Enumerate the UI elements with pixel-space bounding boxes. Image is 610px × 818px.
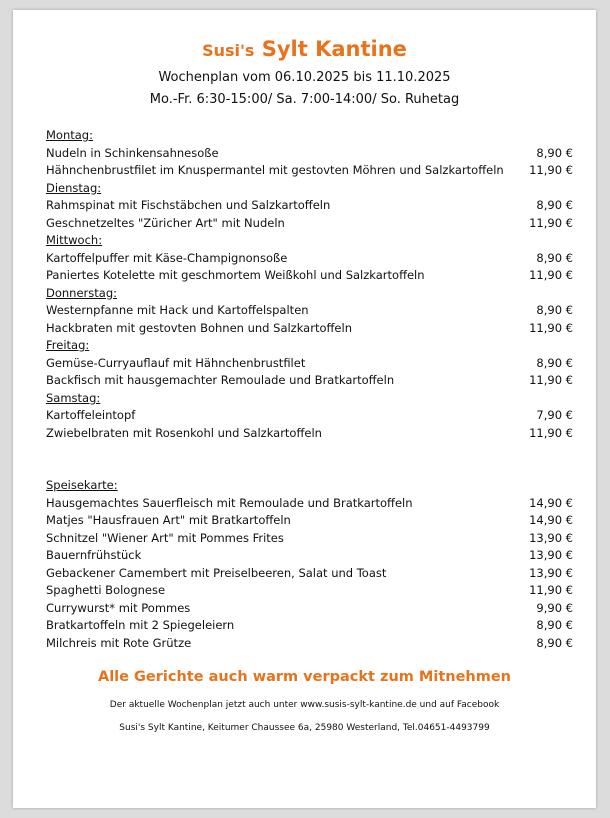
dish-price: 7,90 € <box>536 408 573 422</box>
dish-name: Hähnchenbrustfilet im Knuspermantel mit gestovten Möhren und Salzkartoffeln <box>46 163 504 177</box>
dish-name: Westernpfanne mit Hack und Kartoffelspalten <box>46 303 309 317</box>
dish-name: Geschnetzeltes "Züricher Art" mit Nudeln <box>46 215 285 230</box>
day-heading: Samstag: <box>46 390 101 405</box>
dish-name: Currywurst* mit Pommes <box>46 600 191 615</box>
dish-name: Zwiebelbraten mit Rosenkohl und Salzkartoffeln <box>46 425 322 440</box>
day-section-montag <box>46 127 573 180</box>
dish-price: 11,90 € <box>529 268 573 282</box>
menu-item <box>46 530 573 548</box>
dish-price: 13,90 € <box>529 548 573 562</box>
menu-item <box>46 582 573 600</box>
menu-item <box>46 635 573 653</box>
day-section-samstag <box>46 390 573 443</box>
spacer <box>46 460 573 478</box>
day-heading: Dienstag: <box>46 180 102 195</box>
menu-item <box>46 407 573 425</box>
dish-price: 13,90 € <box>529 565 573 580</box>
dish-name: Kartoffeleintopf <box>46 408 136 422</box>
dish-price: 8,90 € <box>536 355 573 370</box>
dish-price: 11,90 € <box>529 215 573 230</box>
opening-hours: Mo.-Fr. 6:30-15:00/ Sa. 7:00-14:00/ So. Ruhetag <box>149 92 460 107</box>
spacer <box>46 442 573 460</box>
day-heading: Donnerstag: <box>46 285 117 300</box>
menu-item <box>46 372 573 390</box>
dish-price: 14,90 € <box>529 513 573 527</box>
dish-name: Nudeln in Schinkensahnesoße <box>46 145 219 160</box>
dish-name: Matjes "Hausfrauen Art" mit Bratkartoffeln <box>46 513 291 527</box>
menu-item <box>46 512 573 530</box>
dish-price: 9,90 € <box>536 600 573 615</box>
dish-price: 11,90 € <box>529 320 573 335</box>
menu-item <box>46 162 573 180</box>
menu-item <box>46 565 573 583</box>
menu-item <box>46 145 573 163</box>
dish-price: 14,90 € <box>529 495 573 510</box>
dish-name: Bratkartoffeln mit 2 Spiegeleiern <box>46 618 235 632</box>
menu-item <box>46 302 573 320</box>
dish-name: Paniertes Kotelette mit geschmortem Weißkohl und Salzkartoffeln <box>46 268 425 282</box>
menu-item <box>46 267 573 285</box>
brand-small: Susi's <box>202 41 255 60</box>
dish-price: 8,90 € <box>536 618 573 632</box>
day-section-donnerstag <box>46 285 573 338</box>
menu-page <box>13 10 596 808</box>
menu-item <box>46 355 573 373</box>
dish-price: 8,90 € <box>536 303 573 317</box>
speisekarte-heading: Speisekarte: <box>46 478 118 492</box>
day-heading: Freitag: <box>46 338 90 352</box>
dish-name: Gebackener Camembert mit Preiselbeeren, Salat und Toast <box>46 565 387 580</box>
menu-item <box>46 320 573 338</box>
dish-name: Milchreis mit Rote Grütze <box>46 635 192 650</box>
dish-name: Gemüse-Curryauflauf mit Hähnchenbrustfilet <box>46 355 306 370</box>
menu-item <box>46 215 573 233</box>
dish-price: 11,90 € <box>529 583 573 597</box>
day-section-mittwoch <box>46 232 573 285</box>
speisekarte-section <box>46 477 573 652</box>
dish-price: 11,90 € <box>529 373 573 387</box>
dish-price: 8,90 € <box>536 145 573 160</box>
brand-title <box>13 37 596 61</box>
dish-name: Hausgemachtes Sauerfleisch mit Remoulade und Bratkartoffeln <box>46 495 413 510</box>
dish-name: Rahmspinat mit Fischstäbchen und Salzkartoffeln <box>46 198 331 212</box>
day-heading: Mittwoch: <box>46 233 103 247</box>
dish-name: Kartoffelpuffer mit Käse-Champignonsoße <box>46 250 288 265</box>
dish-name: Spaghetti Bolognese <box>46 583 166 597</box>
dish-name: Hackbraten mit gestovten Bohnen und Salzkartoffeln <box>46 320 352 335</box>
menu-item <box>46 425 573 443</box>
day-section-dienstag <box>46 180 573 233</box>
week-plan-dates: Wochenplan vom 06.10.2025 bis 11.10.2025 <box>158 70 451 85</box>
dish-price: 8,90 € <box>536 250 573 265</box>
dish-price: 11,90 € <box>529 425 573 440</box>
dish-name: Backfisch mit hausgemachter Remoulade und Bratkartoffeln <box>46 373 395 387</box>
dish-price: 8,90 € <box>536 198 573 212</box>
brand-large: Sylt Kantine <box>261 37 407 61</box>
menu-list <box>46 127 573 652</box>
menu-item <box>46 250 573 268</box>
menu-item <box>46 197 573 215</box>
address-line: Susi's Sylt Kantine, Keitumer Chaussee 6a, 25980 Westerland, Tel.04651-4493799 <box>119 723 490 733</box>
dish-price: 13,90 € <box>529 530 573 545</box>
takeaway-notice: Alle Gerichte auch warm verpackt zum Mitnehmen <box>97 669 511 685</box>
day-heading: Montag: <box>46 128 93 142</box>
menu-item <box>46 600 573 618</box>
menu-item <box>46 547 573 565</box>
dish-price: 8,90 € <box>536 635 573 650</box>
dish-name: Schnitzel "Wiener Art" mit Pommes Frites <box>46 530 284 545</box>
day-section-freitag <box>46 337 573 390</box>
website-notice: Der aktuelle Wochenplan jetzt auch unter www.susis-sylt-kantine.de und auf Facebook <box>109 700 500 710</box>
dish-name: Bauernfrühstück <box>46 548 142 562</box>
menu-item <box>46 617 573 635</box>
dish-price: 11,90 € <box>529 163 573 177</box>
menu-item <box>46 495 573 513</box>
